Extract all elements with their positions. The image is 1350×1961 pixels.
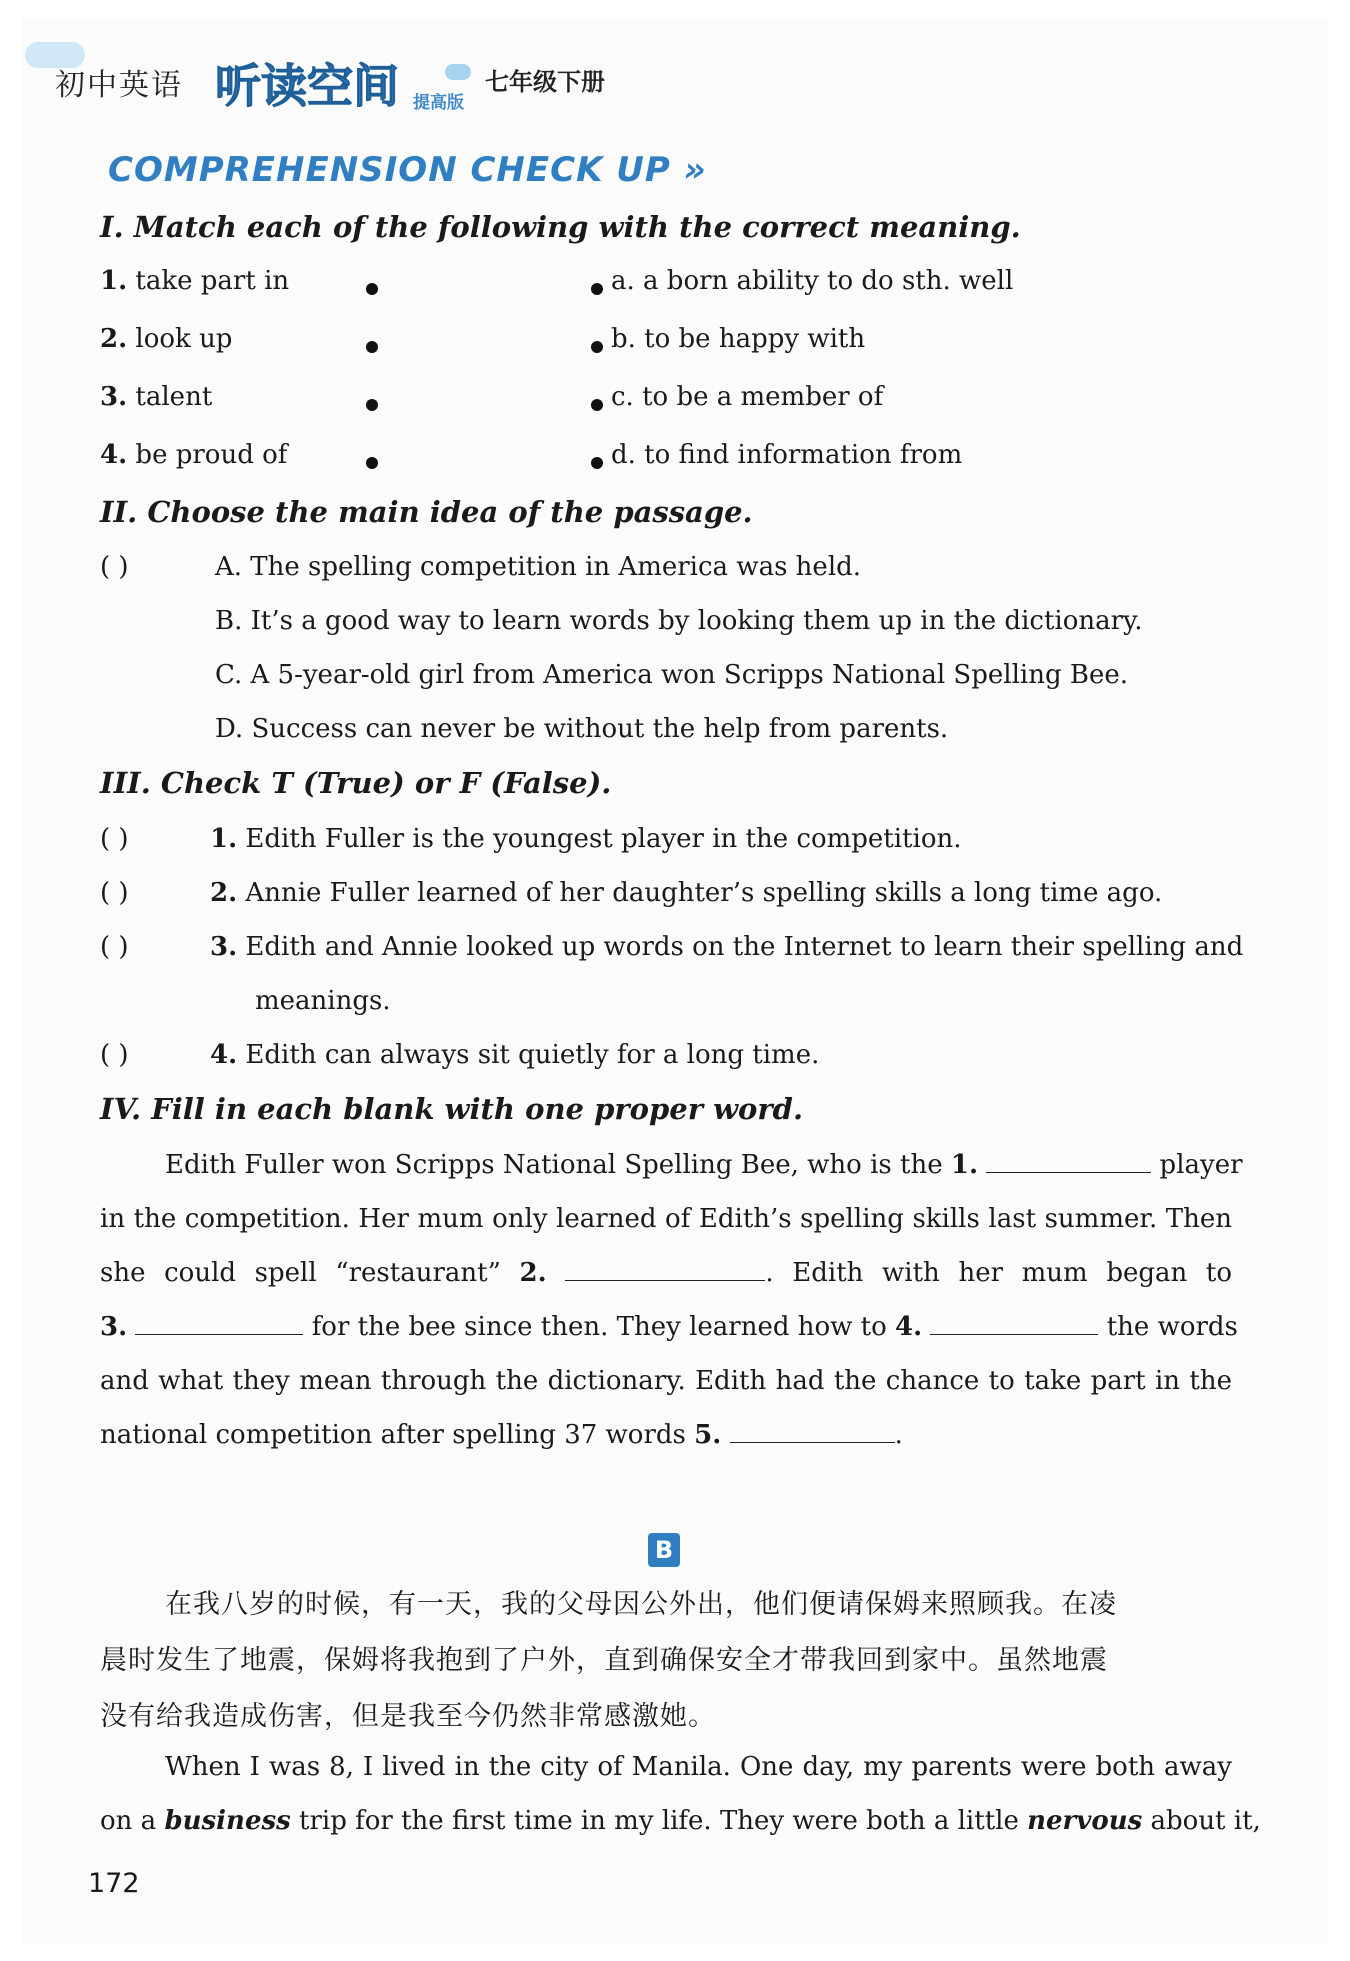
match-right-c: c. to be a member of (611, 382, 884, 412)
blank-2[interactable] (565, 1258, 765, 1281)
story-passage (100, 1740, 1261, 1848)
section-title: COMPREHENSION CHECK UP » (108, 150, 707, 190)
match-dot-left-4[interactable] (366, 457, 378, 469)
fill-passage (100, 1138, 1243, 1462)
blank-5[interactable] (730, 1420, 895, 1443)
part1-heading: I. Match each of the following with the correct meaning. (100, 210, 1021, 244)
tf-item-3-continued: meanings. (255, 986, 391, 1016)
match-dot-left-2[interactable] (366, 341, 378, 353)
match-left-3: 3. talent (100, 382, 213, 412)
option-d: D. Success can never be without the help from parents. (215, 714, 949, 744)
match-right-a: a. a born ability to do sth. well (611, 266, 1014, 296)
story-line: When I was 8, I lived in the city of Manila. One day, my parents were both away (165, 1752, 1232, 1782)
series-title: 初中英语 (55, 68, 183, 103)
story-line: on a business trip for the first time in my life. They were both a little nervous about it, (100, 1806, 1261, 1836)
match-left-2: 2. look up (100, 324, 233, 354)
small-cloud-icon (445, 64, 471, 80)
match-right-d: d. to find information from (611, 440, 963, 470)
passage-line: she could spell “restaurant” 2. . Edith with her mum began to (100, 1258, 1233, 1288)
passage-line: and what they mean through the dictionary. Edith had the chance to take part in the (100, 1366, 1232, 1396)
chinese-summary-line-3: 没有给我造成伤害，但是我至今仍然非常感激她。 (100, 1701, 716, 1732)
vocab-business: business (164, 1806, 291, 1836)
match-dot-right-b[interactable] (591, 341, 603, 353)
match-left-4: 4. be proud of (100, 440, 288, 470)
tf-bracket-3[interactable]: ( ) (100, 932, 129, 962)
brand-logo: 听读空间 (215, 59, 399, 113)
vocab-nervous: nervous (1027, 1806, 1143, 1836)
passage-line: national competition after spelling 37 words 5. . (100, 1420, 903, 1450)
option-a: A. The spelling competition in America was held. (215, 552, 862, 582)
part4-heading: IV. Fill in each blank with one proper word. (100, 1092, 804, 1126)
match-left-1: 1. take part in (100, 266, 290, 296)
tf-bracket-4[interactable]: ( ) (100, 1040, 129, 1070)
page-number: 172 (88, 1868, 140, 1899)
section-b-badge: B (648, 1533, 680, 1567)
chinese-summary-line-2: 晨时发生了地震，保姆将我抱到了户外，直到确保安全才带我回到家中。虽然地震 (100, 1645, 1108, 1676)
part2-heading: II. Choose the main idea of the passage. (100, 495, 753, 529)
blank-1[interactable] (986, 1150, 1151, 1173)
blank-4[interactable] (930, 1312, 1098, 1335)
passage-line: Edith Fuller won Scripps National Spelling Bee, who is the 1. player (165, 1150, 1243, 1180)
match-dot-right-c[interactable] (591, 399, 603, 411)
match-dot-left-3[interactable] (366, 399, 378, 411)
match-dot-right-a[interactable] (591, 283, 603, 295)
blank-3[interactable] (135, 1312, 303, 1335)
chinese-summary-line-1: 在我八岁的时候，有一天，我的父母因公外出，他们便请保姆来照顾我。在凌 (165, 1589, 1117, 1620)
tf-bracket-2[interactable]: ( ) (100, 878, 129, 908)
part3-heading: III. Check T (True) or F (False). (100, 766, 612, 800)
grade-label: 七年级下册 (485, 68, 605, 96)
passage-line: in the competition. Her mum only learned of Edith’s spelling skills last summer. Then (100, 1204, 1232, 1234)
edition-label: 提高版 (413, 93, 464, 113)
match-right-b: b. to be happy with (611, 324, 866, 354)
tf-item-1: 1. Edith Fuller is the youngest player in the competition. (210, 824, 962, 854)
tf-item-2: 2. Annie Fuller learned of her daughter’s spelling skills a long time ago. (210, 878, 1163, 908)
tf-bracket-1[interactable]: ( ) (100, 824, 129, 854)
tf-item-3: 3. Edith and Annie looked up words on the Internet to learn their spelling and (210, 932, 1244, 962)
passage-line: 3. for the bee since then. They learned how to 4. the words (100, 1312, 1238, 1342)
tf-item-4: 4. Edith can always sit quietly for a long time. (210, 1040, 820, 1070)
match-dot-left-1[interactable] (366, 283, 378, 295)
answer-bracket[interactable]: ( ) (100, 552, 129, 582)
option-b: B. It’s a good way to learn words by looking them up in the dictionary. (215, 606, 1143, 636)
match-dot-right-d[interactable] (591, 457, 603, 469)
option-c: C. A 5-year-old girl from America won Scripps National Spelling Bee. (215, 660, 1129, 690)
